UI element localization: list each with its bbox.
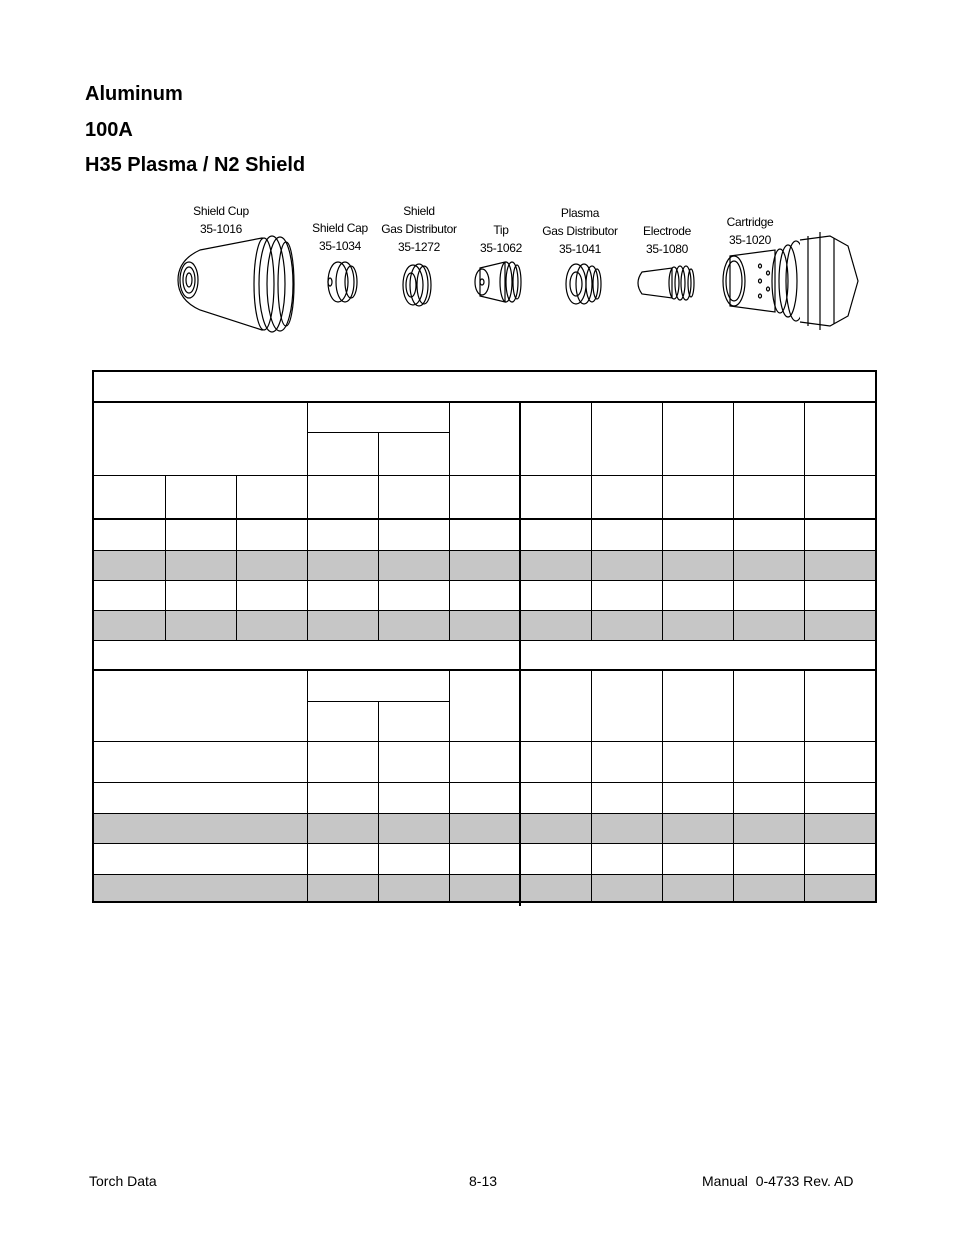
- header-cell: [307, 701, 378, 741]
- units-cell: [165, 475, 236, 519]
- table-row: [93, 813, 876, 843]
- units-cell: [449, 475, 520, 519]
- units-cell: [520, 475, 591, 519]
- footer-page-number: 8-13: [469, 1173, 498, 1189]
- header-cell: [449, 402, 520, 475]
- shield-cup-icon: [178, 236, 294, 332]
- section-title-row: [93, 640, 876, 670]
- header-cell: [592, 402, 663, 475]
- units-cell: [93, 475, 165, 519]
- part-label-shield-cup: Shield Cup 35-1016: [193, 204, 249, 236]
- header-cell: [520, 402, 591, 475]
- header-cell: [734, 670, 805, 741]
- part-label-electrode: Electrode 35-1080: [643, 224, 691, 256]
- table-row: [93, 741, 876, 782]
- header-cell: [663, 402, 734, 475]
- shield-gas-distributor-icon: [403, 264, 431, 306]
- header-cell: [307, 432, 378, 475]
- part-label-cartridge: Cartridge 35-1020: [726, 215, 774, 247]
- table-row: [93, 550, 876, 580]
- header-cell: [93, 670, 307, 741]
- footer-section-name: Torch Data: [89, 1173, 157, 1189]
- header-cell: [734, 402, 805, 475]
- table-row: [93, 580, 876, 610]
- table-title-row: [93, 371, 876, 402]
- units-cell: [592, 475, 663, 519]
- header-cell: [449, 670, 520, 741]
- electrode-icon: [638, 266, 694, 300]
- part-label-tip: Tip 35-1062: [480, 223, 522, 255]
- table-row: [93, 874, 876, 902]
- units-cell: [805, 475, 876, 519]
- part-label-shield-gas-distributor: Shield Gas Distributor 35-1272: [381, 204, 457, 254]
- cut-chart-table-top: [92, 370, 877, 903]
- section-title-cell: [93, 640, 876, 670]
- tip-icon: [475, 262, 521, 302]
- table-row: [93, 843, 876, 874]
- header-cell: [378, 432, 449, 475]
- units-cell: [734, 475, 805, 519]
- table-title-cell: [93, 371, 876, 402]
- units-cell: [236, 475, 307, 519]
- header-cell: [307, 670, 449, 701]
- header-cell: [663, 670, 734, 741]
- table-row: [93, 610, 876, 640]
- header-cell: [378, 701, 449, 741]
- gas-heading: H35 Plasma / N2 Shield: [85, 154, 306, 176]
- plasma-gas-distributor-icon: [566, 264, 601, 304]
- table-row: [93, 782, 876, 813]
- header-cell: [307, 402, 449, 432]
- header-cell: [592, 670, 663, 741]
- header-cell: [805, 402, 876, 475]
- header-cell: [520, 670, 591, 741]
- units-cell: [378, 475, 449, 519]
- units-cell: [663, 475, 734, 519]
- material-heading: Aluminum: [85, 83, 183, 105]
- header-cell: [805, 670, 876, 741]
- parts-illustration: [0, 0, 954, 360]
- table-row: [93, 519, 876, 550]
- amperage-heading: 100A: [85, 119, 133, 141]
- units-cell: [307, 475, 378, 519]
- units-row: [93, 475, 876, 519]
- header-cell: [93, 402, 307, 475]
- part-label-plasma-gas-distributor: Plasma Gas Distributor 35-1041: [542, 206, 618, 256]
- cartridge-icon: [723, 232, 858, 330]
- shield-cap-icon: [328, 262, 357, 302]
- column-divider: [519, 401, 521, 906]
- header-row: [93, 670, 876, 701]
- part-label-shield-cap: Shield Cap 35-1034: [312, 221, 368, 253]
- footer-manual-revision: Manual 0-4733 Rev. AD: [702, 1173, 854, 1189]
- header-row: [93, 402, 876, 432]
